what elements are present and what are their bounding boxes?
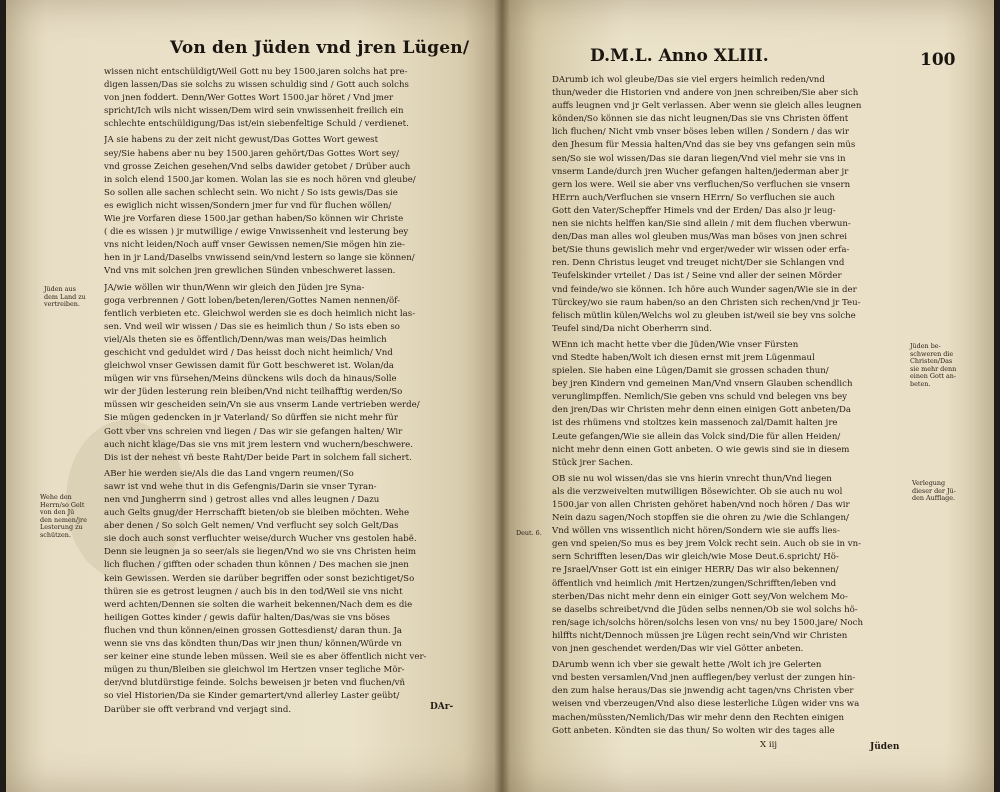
text-line: wissen nicht entschüldigt/Weil Gott nu bey 1500.jaren solchs hat pre- — [104, 67, 408, 77]
margin-note-line: von den Jü — [40, 508, 75, 517]
text-line: werd achten/Dennen sie solten die warheit bekennen/Nach dem es die — [104, 599, 413, 610]
margin-note-line: Herrn/so Gelt — [40, 500, 85, 509]
margin-note-line: schweren die — [910, 349, 954, 358]
right-body-text — [552, 74, 908, 741]
margin-note-line: vertreiben. — [44, 300, 80, 309]
text-line: Türckey/wo sie raum haben/so an den Christen sich rechen/vnd jr Teu- — [552, 297, 861, 308]
text-line: Darüber sie offt verbrand vnd verjagt sind. — [104, 704, 292, 715]
text-line: Vnd wöllen vns wissentlich nicht hören/Sondern wie sie auffs lies- — [552, 526, 840, 537]
text-line: den jren/Das wir Christen mehr denn einen einigen Gott anbeten/Da — [552, 405, 852, 416]
text-line: den Jhesum für Messia halten/Vnd das sie bey vns gefangen sein müs — [552, 140, 856, 151]
text-line: sen/So sie wol wissen/Das sie daran liegen/Vnd viel mehr sie vns in — [552, 153, 846, 164]
text-line: digen lassen/Das sie solchs zu wissen schuldig sind / Gott auch solchs — [104, 80, 409, 91]
text-line: sawr ist vnd wehe thut in dis Gefengnis/Darin sie vnser Tyran- — [104, 481, 377, 492]
left-catchword: DAr- — [430, 702, 454, 712]
text-line: den/Das man alles wol gleuben mus/Was man böses von jnen schrei — [552, 232, 848, 243]
text-line: DArumb ich wol gleube/Das sie viel ergers heimlich reden/vnd — [552, 75, 825, 85]
text-line: ser keiner eine stunde leben müssen. Weil sie es aber öffentlich nicht ver- — [104, 652, 427, 663]
text-line: thun/weder die Historien vnd andere von jnen schreiben/Sie aber sich — [552, 88, 859, 99]
text-line: als die verzweivelten mutwilligen Bösewichter. Ob sie auch nu wol — [552, 486, 843, 497]
text-line: aber denen / So solch Gelt nemen/ Vnd verflucht sey solch Gelt/Das — [104, 521, 399, 532]
text-line: vns nicht leiden/Noch auff vnser Gewissen nemen/Sie mögen hin zie- — [104, 240, 405, 251]
text-line: DArumb wenn ich vber sie gewalt hette /Wolt ich jre Gelerten — [552, 660, 822, 671]
text-line: fentlich verbieten etc. Gleichwol werden sie es doch heimlich nicht las- — [104, 308, 416, 319]
text-line: gern los were. Weil sie aber vns verfluchen/So verfluchen sie vnsern — [552, 179, 851, 190]
text-line: weisen vnd vberzeugen/Vnd also diese lesterliche Lügen wider vns wa — [552, 699, 860, 710]
text-line: heiligen Gottes kinder / gewis dafür halten/Das/was sie vns böses — [104, 612, 390, 623]
text-line: Gott anbeten. Köndten sie das thun/ So wolten wir des tages alle — [552, 725, 835, 736]
text-line: goga verbrennen / Gott loben/beten/leren/Gottes Namen nennen/öf- — [104, 295, 400, 306]
right-margin-note-1 — [910, 343, 956, 389]
text-line: verunglimpffen. Nemlich/Sie geben vns schuld vnd belegen vns bey — [552, 392, 848, 403]
text-line: auch nicht klage/Das sie vns mit jrem lestern vnd wuchern/beschwere. — [104, 439, 413, 450]
text-line: nen vnd Jungherrn sind ) getrost alles vnd alles leugnen / Dazu — [104, 495, 380, 505]
text-line: WEnn ich macht hette vber die Jüden/Wie vnser Fürsten — [552, 339, 799, 350]
text-line: nen sie nichts helffen kan/Sie sind allein / mit dem fluchen vberwun- — [552, 219, 851, 230]
text-line: auffs leugnen vnd jr Gelt verlassen. Aber wenn sie gleich alles leugnen — [552, 101, 862, 112]
text-line: OB sie nu wol wissen/das sie vns hierin vnrecht thun/Vnd liegen — [552, 473, 832, 484]
signature-mark: X iij — [760, 740, 778, 750]
book-gutter — [494, 0, 510, 792]
text-line: Stück jrer Sachen. — [552, 457, 634, 468]
text-line: geschicht vnd geduldet wird / Das heisst doch nicht heimlich/ Vnd — [104, 347, 393, 358]
text-line: Vnd vns mit solchen jren grewlichen Sünden vnbeschweret lassen. — [104, 266, 396, 277]
left-body-text — [104, 66, 480, 720]
margin-note-line: den Aufflage. — [912, 494, 956, 503]
text-line: Leute gefangen/Wie sie allein das Volck sind/Die für allen Heiden/ — [552, 431, 841, 442]
text-line: kein Gewissen. Werden sie darüber begriffen oder sonst bezichtiget/So — [104, 573, 415, 584]
text-line: nicht mehr denn einen Gott anbeten. O wie gewis sind sie in diesem — [552, 444, 850, 455]
margin-note-line: Jüden be- — [910, 342, 941, 350]
text-line: bey jren Kindern vnd gemeinen Man/Vnd vnsern Glauben schendlich — [552, 379, 853, 390]
margin-note-line: dieser der Jü- — [912, 486, 956, 495]
text-line: bet/Sie thuns gewislich mehr vnd erger/weder wir wissen oder erfa- — [552, 245, 850, 256]
text-line: mügen wir vns fürsehen/Meins dünckens wils doch da hinaus/Solle — [104, 374, 397, 385]
text-line: vnd besten versamlen/Vnd jnen aufflegen/bey verlust der zungen hin- — [552, 673, 856, 684]
text-line: sie doch auch sonst verfluchter weise/durch Wucher vns gestolen habẽ. — [104, 534, 417, 545]
text-line: mügen zu thun/Bleiben sie gleichwol im Hertzen vnser tegliche Mör- — [104, 665, 405, 676]
text-line: Dis ist der nehest vñ beste Raht/Der beide Part in solchem fall sichert. — [104, 452, 412, 463]
margin-note-line: Wehe den — [40, 493, 72, 501]
text-line: ren. Denn Christus leuget vnd treuget nicht/Der sie Schlangen vnd — [552, 258, 845, 269]
page-number: 100 — [920, 50, 956, 70]
text-line: sterben/Das nicht mehr denn ein einiger Gott sey/Von welchem Mo- — [552, 591, 848, 602]
text-line: von jnen geschendet werden/Das wir viel Götter anbeten. — [552, 644, 804, 655]
paragraph — [552, 339, 908, 470]
text-line: 1500.jar von allen Christen gehöret haben/vnd noch hören / Das wir — [552, 500, 850, 510]
margin-note-line: sie mehr denn — [910, 364, 957, 373]
paragraph — [104, 66, 480, 131]
text-line: thüren sie es getrost leugnen / auch bis in den tod/Weil sie vns nicht — [104, 586, 403, 597]
left-margin-note-2 — [40, 494, 87, 540]
text-line: schlechte entschüldigung/Das ist/ein siebenfeltige Schuld / verdienet. — [104, 119, 409, 130]
paragraph — [104, 468, 480, 717]
text-line: gleichwol vnser Gewissen damit für Gott beschweret ist. Wolan/da — [104, 361, 394, 372]
text-line: lich fluchen / gifften oder schaden thun können / Des machen sie jnen — [104, 560, 409, 571]
text-line: hen in jr Land/Daselbs vnwissend sein/vnd lestern so lange sie können/ — [104, 253, 415, 264]
text-line: wenn sie vns das köndten thun/Das wir jnen thun/ können/Würde vn — [104, 639, 402, 650]
text-line: ist des rhümens vnd stoltzes kein massenoch zal/Damit halten jre — [552, 418, 838, 429]
right-margin-note-3 — [516, 530, 542, 538]
text-line: müssen wir gescheiden sein/Vn sie aus vnserm Lande vertrieben werde/ — [104, 400, 420, 411]
margin-note-line: Jüden aus — [44, 285, 76, 293]
margin-note-line: dem Land zu — [44, 292, 86, 301]
paragraph — [104, 282, 480, 465]
text-line: hilffts nicht/Dennoch müssen jre Lügen recht sein/Vnd wir Christen — [552, 630, 848, 641]
text-line: Teufelskinder vrteilet / Das ist / Seine vnd aller der seinen Mörder — [552, 271, 842, 282]
left-running-header: Von den Jüden vnd jren Lügen/ — [170, 38, 470, 58]
right-margin-note-2 — [912, 480, 956, 503]
text-line: so viel Historien/Da sie Kinder gemartert/vnd allerley Laster geübt/ — [104, 691, 400, 702]
text-line: von jnen foddert. Denn/Wer Gottes Wort 1500.jar höret / Vnd jmer — [104, 93, 394, 104]
text-line: Gott den Vater/Schepffer Himels vnd der Erden/ Das also jr leug- — [552, 205, 836, 216]
text-line: JA/wie wöllen wir thun/Wenn wir gleich den Jüden jre Syna- — [104, 282, 365, 293]
left-margin-note-1 — [44, 286, 86, 309]
margin-note-line: beten. — [910, 379, 931, 388]
text-line: Wie jre Vorfaren diese 1500.jar gethan haben/So können wir Christe — [104, 214, 404, 225]
right-catchword: Jüden — [870, 742, 900, 752]
paragraph — [552, 473, 908, 656]
text-line: Nein dazu sagen/Noch stopffen sie die ohren zu /wie die Schlangen/ — [552, 513, 849, 524]
paragraph — [552, 659, 908, 738]
text-line: Teufel sind/Da nicht Oberherrn sind. — [552, 323, 712, 334]
text-line: ren/sage ich/solchs hören/solchs lesen von vns/ nu bey 1500.jare/ Noch — [552, 617, 863, 628]
text-line: JA sie habens zu der zeit nicht gewust/Das Gottes Wort gewest — [104, 135, 379, 146]
margin-note-line: schützen. — [40, 530, 71, 539]
right-running-header: D.M.L. Anno XLIII. — [590, 46, 769, 66]
text-line: öffentlich vnd heimlich /mit Hertzen/zungen/Schrifften/leben vnd — [552, 578, 837, 589]
text-line: felisch mütlin külen/Welchs wol zu gleuben ist/weil sie bey vns solche — [552, 310, 856, 321]
text-line: vnd grosse Zeichen gesehen/Vnd selbs dawider getobet / Drüber auch — [104, 161, 411, 172]
text-line: viel/Als theten sie es öffentlich/Denn/was man weis/Das heimlich — [104, 334, 387, 345]
margin-note-line: Lesterung zu — [40, 523, 83, 532]
text-line: es ewiglich nicht wissen/Sondern jmer fur vnd für fluchen wöllen/ — [104, 200, 392, 211]
margin-note-line: Verlegung — [912, 479, 946, 487]
text-line: spielen. Sie haben eine Lügen/Damit sie grossen schaden thun/ — [552, 366, 829, 377]
text-line: Denn sie leugnen ja so seer/als sie liegen/Vnd wo sie vns Christen heim — [104, 547, 416, 558]
text-line: könden/So können sie das nicht leugnen/Das sie vns Christen öffent — [552, 114, 849, 125]
margin-note-line: den nemen/jre — [40, 515, 87, 524]
text-line: sern Schrifften lesen/Das wir gleich/wie Mose Deut.6.spricht/ Hö- — [552, 552, 839, 563]
text-line: gen vnd speien/So mus es bey jrem Volck recht sein. Auch ob sie in vn- — [552, 539, 862, 550]
text-line: re Jsrael/Vnser Gott ist ein einiger HERR/ Das wir also bekennen/ — [552, 565, 839, 576]
text-line: machen/müssten/Nemlich/Das wir mehr denn den Rechten einigen — [552, 712, 845, 723]
text-line: So sollen alle sachen schlecht sein. Wo nicht / So ists gewis/Das sie — [104, 187, 398, 198]
text-line: sey/Sie habens aber nu bey 1500.jaren gehört/Das Gottes Wort sey/ — [104, 148, 400, 159]
text-line: vnserm Lande/durch jren Wucher gefangen halten/jederman aber jr — [552, 166, 849, 177]
text-line: lich fluchen/ Nicht vmb vnser böses leben willen / Sondern / das wir — [552, 127, 849, 138]
text-line: ( die es wissen ) jr mutwillige / ewige Vnwissenheit vnd lesterung bey — [104, 227, 409, 238]
text-line: spricht/Ich wils nicht wissen/Dem wird sein vnwissenheit freilich ein — [104, 106, 404, 117]
text-line: auch Gelts gnug/der Herrschafft bieten/ob sie bleiben möchten. Wehe — [104, 508, 410, 519]
paragraph — [104, 134, 480, 278]
text-line: der/vnd blutdürstige feinde. Solchs beweisen jr beten vnd fluchen/vñ — [104, 678, 406, 689]
text-line: vnd Stedte haben/Wolt ich diesen ernst mit jrem Lügenmaul — [552, 352, 815, 363]
text-line: wir der Jüden lesterung rein bleiben/Vnd nicht teilhafftig werden/So — [104, 387, 403, 398]
text-line: se daselbs schreibet/vnd die Jüden selbs nennen/Ob sie wol solchs hö- — [552, 604, 858, 615]
text-line: sen. Vnd weil wir wissen / Das sie es heimlich thun / So ists eben so — [104, 321, 400, 332]
text-line: fluchen vnd thun können/einen grossen Gottesdienst/ daran thun. Ja — [104, 625, 403, 636]
paragraph — [552, 74, 908, 336]
margin-note-line: Christen/Das — [910, 357, 953, 366]
text-line: Gott vber vns schreien vnd liegen / Das wir sie gefangen halten/ Wir — [104, 426, 403, 437]
text-line: den zum halse heraus/Das sie jnwendig acht tagen/vns Christen vber — [552, 686, 854, 697]
text-line: in solch elend 1500.jar komen. Wolan las sie es noch hören vnd gleube/ — [104, 174, 416, 185]
margin-note-line: Deut. 6. — [516, 529, 542, 537]
margin-note-line: einen Gott an- — [910, 372, 957, 381]
text-line: HErrn auch/Verfluchen sie vnsern HErrn/ So verfluchen sie auch — [552, 192, 835, 203]
text-line: ABer hie werden sie/Als die das Land vngern reumen/(So — [104, 468, 354, 479]
text-line: Sie mügen gedencken in jr Vaterland/ So dürffen sie nicht mehr für — [104, 413, 398, 424]
text-line: vnd feinde/wo sie können. Ich höre auch Wunder sagen/Wie sie in der — [552, 284, 857, 295]
